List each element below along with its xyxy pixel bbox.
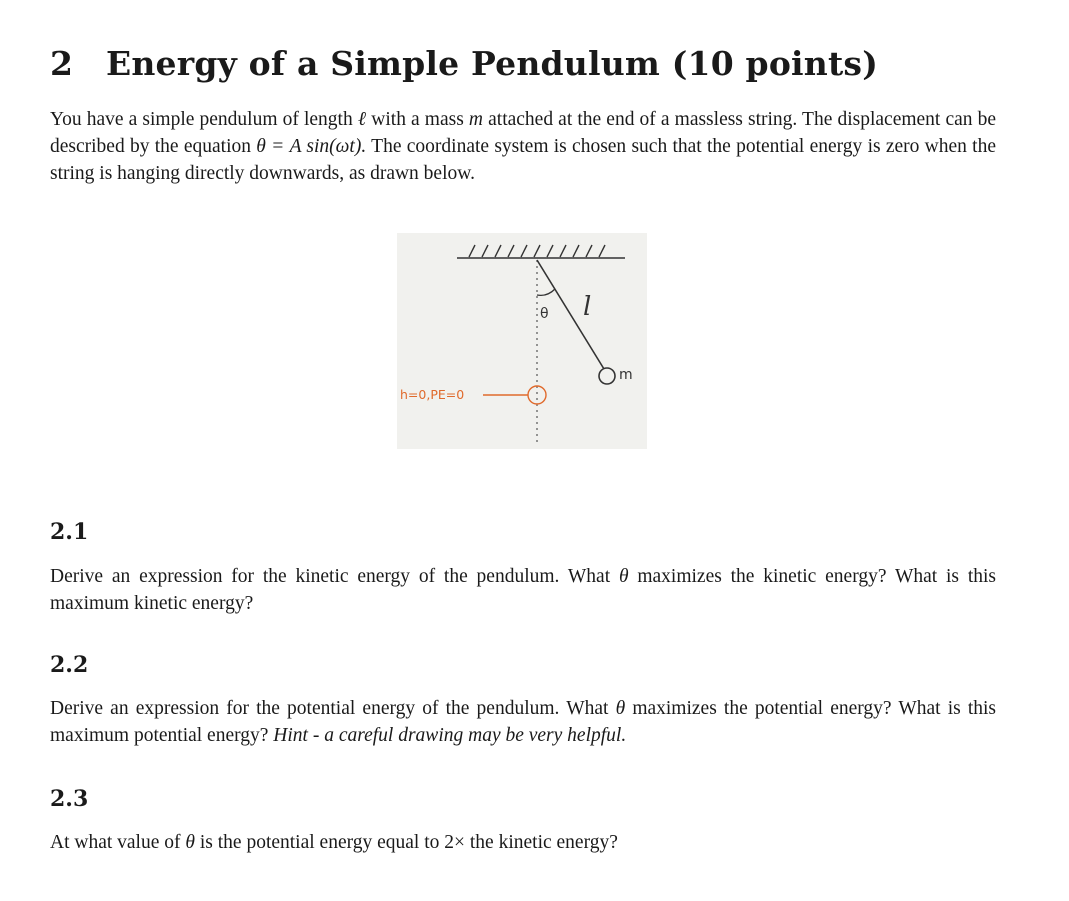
section-number: 2 xyxy=(50,44,74,83)
q1-text-2: maximizes the kinetic energy? What is this maximum kinetic energy? xyxy=(50,566,996,614)
theta-symbol: θ xyxy=(185,832,195,853)
theta-label: θ xyxy=(540,306,549,322)
question-2-3-text xyxy=(50,829,996,856)
section-title: Energy of a Simple Pendulum (10 points) xyxy=(106,44,879,83)
displacement-equation: θ = A sin(ωt). xyxy=(256,136,367,157)
hint-text: Hint - a careful drawing may be very helpful. xyxy=(273,725,627,746)
pendulum-figure xyxy=(397,233,647,449)
mass-symbol: m xyxy=(468,109,484,130)
section-heading xyxy=(50,44,878,83)
zero-level-label: h=0,PE=0 xyxy=(400,387,465,402)
mass-label: m xyxy=(619,367,633,383)
intro-text-2: with a mass xyxy=(371,109,464,130)
intro-text-1: You have a simple pendulum of length xyxy=(50,109,353,130)
length-symbol: ℓ xyxy=(357,109,367,130)
equilibrium-bob xyxy=(528,386,546,404)
q1-text-1: Derive an expression for the kinetic energy of the pendulum. What xyxy=(50,566,611,587)
theta-symbol: θ xyxy=(615,698,626,719)
question-2-1-text xyxy=(50,563,996,617)
question-2-2-heading: 2.2 xyxy=(50,652,89,678)
intro-text-4: The coordinate system is chosen such that the potential energy is zero when the string is hanging directly downwards, as drawn below. xyxy=(50,136,997,184)
q2-text-2: maximizes the potential energy? What is this maximum potential energy? xyxy=(50,698,997,746)
q2-text-1: Derive an expression for the potential energy of the pendulum. What xyxy=(50,698,609,719)
q3-text-2: is the potential energy equal to 2× the kinetic energy? xyxy=(199,832,618,853)
intro-paragraph xyxy=(50,106,996,187)
angle-arc xyxy=(537,289,555,295)
intro-text-3: attached at the end of a massless string. The displacement can be described by the equation xyxy=(50,109,997,157)
q3-text-1: At what value of xyxy=(50,832,181,853)
question-2-3-heading: 2.3 xyxy=(50,786,89,812)
pendulum-bob xyxy=(599,368,615,384)
question-2-2-text xyxy=(50,695,996,749)
pendulum-diagram xyxy=(397,233,647,449)
length-label: l xyxy=(583,292,592,322)
question-2-1-heading: 2.1 xyxy=(50,519,89,545)
theta-symbol: θ xyxy=(618,566,629,587)
ceiling-hatching xyxy=(469,245,605,257)
